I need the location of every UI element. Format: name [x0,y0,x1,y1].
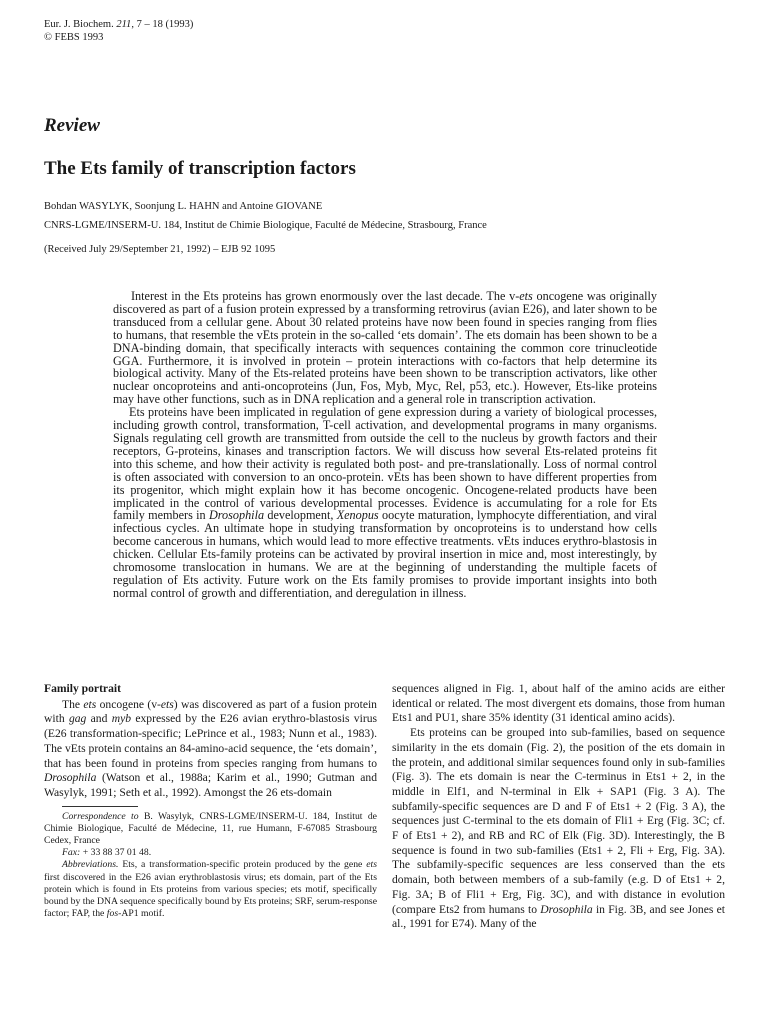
left-column-paragraph: The ets oncogene (v-ets) was discovered as part of a fusion protein with gag and myb expressed by the E26 avian erythro-blastosis virus (E26 transformation-specific; LePrince et al., 1983; Nunn et al., 1983). The vEts protein contains an 84-amino-acid sequence, the ‘ets domain’, that has been found in proteins from species ranging from humans to Drosophila (Watson et al., 1988a; Karim et al., 1990; Gutman and Wasylyk, 1991; Seth et al., 1992). Amongst the 26 ets-domain [44,697,377,799]
citation-volume: 211 [116,19,132,30]
authors: Bohdan WASYLYK, Soonjung L. HAHN and Antoine GIOVANE [44,201,323,212]
article-title: The Ets family of transcription factors [44,158,356,179]
right-column-paragraph-2: Ets proteins can be grouped into sub-families, based on sequence similarity in the ets domain (Fig. 2), the position of the ets domain in the protein, and additional similar sequences found only in sub-families (Fig. 3). The ets domain is near the C-terminus in Ets1 + 2, in the middle in Elf1, and N-terminal in Elk + SAP1 (Fig. 3 A). The subfamily-specific sequences are D and F of Ets1 + 2 (Fig. 3 A), the sequences just C-terminal to the ets domain of Fli1 + Erg (Fig. 3C; cf. F of Ets1 + 2), and RB and RC of Elk (Fig. 3D). Interestingly, the B sequence is found in two sub-families (Ets1 + 2, Fli + Erg, Fig. 3A). The subfamily-specific sequences are less conserved than the ets domain, both between members of a sub-family (e.g. D of Ets1 + 2, Fig. 3A; B of Fli1 + Erg, Fig. 3C), and with distance in evolution (compare Ets2 from humans to Drosophila in Fig. 3B, and see Jones et al., 1991 for E74). Many of the [392,726,725,931]
left-column [44,682,377,920]
right-column-paragraph-1: sequences aligned in Fig. 1, about half of the amino acids are either identical or related. The most divergent ets domains, those from human Ets1 and PU1, share 35% identity (31 identical amino acids). [392,682,725,725]
section-label: Review [44,115,100,136]
abbreviations-note: Abbreviations. Ets, a transformation-specific protein produced by the gene ets first discovered in the E26 avian erythroblastosis virus; ets domain, part of the Ets protein which is found in Ets proteins from various species; ets motif, specifically bound by the DNA sequence specifically bound by Ets proteins; SRF, serum-response factor; FAP, the fos-AP1 motif. [44,859,377,920]
footnote-divider [62,806,138,807]
affiliation: CNRS-LGME/INSERM-U. 184, Institut de Chimie Biologique, Faculté de Médecine, Strasbourg, France [44,220,487,231]
abstract [113,290,657,600]
citation-prefix: Eur. J. Biochem. [44,19,117,30]
right-column [392,682,725,932]
received-dates: (Received July 29/September 21, 1992) – EJB 92 1095 [44,244,276,255]
abstract-paragraph-2: Ets proteins have been implicated in regulation of gene expression during a variety of biological processes, including growth control, transformation, T-cell activation, and developmental programs in many organisms. Signals regulating cell growth are transmitted from outside the cell to the nucleus by growth factors and their receptors, G-proteins, kinases and transcription factors. We will discuss how several Ets-related proteins fit into this scheme, and how their activity is regulated both post- and pre-translationally. Loss of normal control is often associated with conversion to an onco-protein. vEts has been shown to have different properties from its progenitor, which might explain how it has become oncogenic. Oncogene-related products have been implicated in the control of various developmental processes. Evidence is accumulating for a role for Ets family members in Drosophila development, Xenopus oocyte maturation, lymphocyte differentiation, and viral infectious cycles. An ultimate hope in studying transformation by oncoproteins is to understand how cells become cancerous in humans, which would lead to more effective treatments. vEts induces erythro-blastosis in chicken. Cellular Ets-family proteins can be activated by proviral insertion in mice and, most interestingly, by chromosome translocation in humans. We are at the beginning of understanding the multiple facets of regulation of Ets activity. Future work on the Ets family promises to provide important insights into both normal control of growth and differentiation, and deregulation in illness. [113,405,658,600]
footnotes [44,811,377,921]
abstract-paragraph-1: Interest in the Ets proteins has grown enormously over the last decade. The v-ets oncogene was originally discovered as part of a fusion protein expressed by a transforming retrovirus (avian E26), and later shown to be transduced from a cellular gene. About 30 related proteins have now been found in species ranging from flies to humans, that resemble the vEts protein in the so-called ‘ets domain’. The ets domain has been shown to be a DNA-binding domain, that specifically interacts with sequences containing the common core trinucleotide GGA. Furthermore, it is involved in protein – protein interactions with co-factors that help determine its biological activity. Many of the Ets-related proteins have been shown to be transcription activators, like other nuclear oncoproteins and anti-oncoproteins (Jun, Fos, Myb, Myc, Rel, p53, etc.). However, Ets-like proteins may have other functions, such as in DNA replication and a general role in transcription activation. [113,289,657,407]
journal-citation [44,18,193,44]
citation-line [44,18,193,31]
correspondence-note: Correspondence to B. Wasylyk, CNRS-LGME/INSERM-U. 184, Institut de Chimie Biologique, Faculté de Médecine, 11, rue Humann, F-67085 Strasbourg Cedex, France [44,810,377,847]
copyright-line: © FEBS 1993 [44,32,104,43]
fax-note: Fax: + 33 88 37 01 48. [62,847,152,859]
citation-suffix: , 7 – 18 (1993) [131,19,194,30]
section-heading: Family portrait [44,682,121,695]
